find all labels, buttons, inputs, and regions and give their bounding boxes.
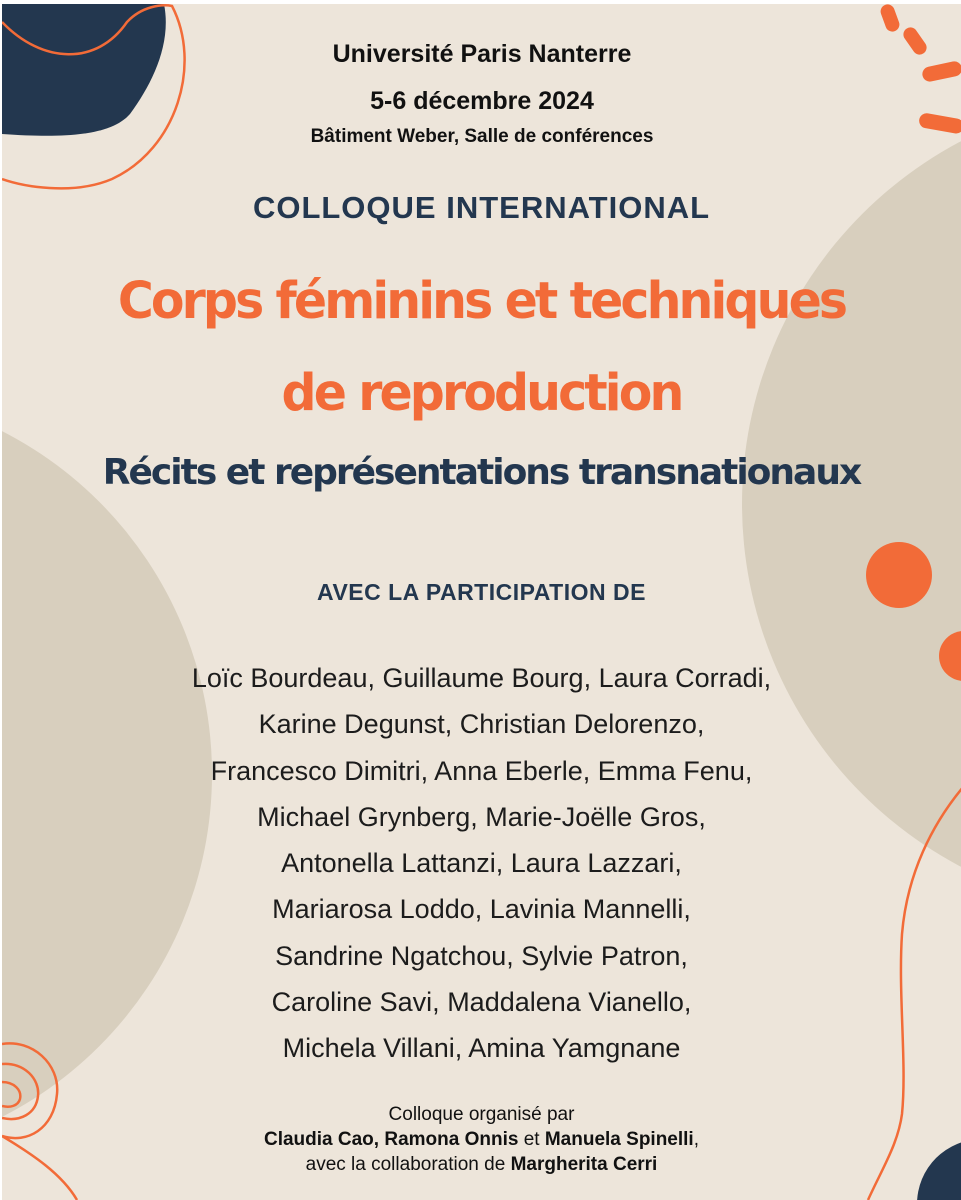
event-subtitle: Récits et représentations transnationaux bbox=[102, 452, 861, 493]
organizers-block bbox=[2, 1102, 961, 1177]
organizer-name: Ramona Onnis bbox=[384, 1129, 519, 1150]
organizers-intro: Colloque organisé par bbox=[388, 1104, 575, 1125]
participants-line: Michael Grynberg, Marie-Joëlle Gros, bbox=[257, 801, 706, 832]
participants-line: Michela Villani, Amina Yamgnane bbox=[282, 1033, 681, 1064]
event-dates: 5-6 décembre 2024 bbox=[370, 87, 594, 115]
participants-line: Mariarosa Loddo, Lavinia Mannelli, bbox=[272, 894, 691, 925]
participants-line: Karine Degunst, Christian Delorenzo, bbox=[258, 709, 705, 740]
participants-line: Antonella Lattanzi, Laura Lazzari, bbox=[281, 848, 682, 879]
participants-line: Caroline Savi, Maddalena Vianello, bbox=[271, 987, 692, 1018]
event-title-line-2: de reproduction bbox=[281, 364, 682, 423]
participants-line: Sandrine Ngatchou, Sylvie Patron, bbox=[275, 940, 688, 971]
participants-line: Loïc Bourdeau, Guillaume Bourg, Laura Corradi, bbox=[191, 663, 772, 693]
organizer-separator: et bbox=[518, 1129, 545, 1150]
organizer-name: Manuela Spinelli bbox=[544, 1129, 694, 1150]
orange-sun-rays bbox=[879, 4, 961, 135]
organizer-separator: , bbox=[373, 1129, 385, 1150]
event-kicker: COLLOQUE INTERNATIONAL bbox=[252, 190, 711, 225]
participants-list bbox=[2, 655, 961, 1072]
collaborator-name: Margherita Cerri bbox=[510, 1154, 658, 1175]
organizer-name: Claudia Cao bbox=[263, 1129, 374, 1150]
participants-line: Francesco Dimitri, Anna Eberle, Emma Fenu, bbox=[210, 755, 753, 786]
navy-blob-top-left bbox=[2, 4, 166, 136]
event-room: Bâtiment Weber, Salle de conférences bbox=[310, 126, 654, 147]
collaboration-prefix: avec la collaboration de bbox=[305, 1154, 511, 1175]
university-name: Université Paris Nanterre bbox=[332, 40, 632, 68]
event-title-line-1: Corps féminins et techniques bbox=[117, 272, 846, 331]
organizers-collaboration bbox=[2, 1152, 961, 1177]
poster bbox=[2, 4, 961, 1200]
organizer-separator: , bbox=[693, 1129, 699, 1150]
participants-heading: AVEC LA PARTICIPATION DE bbox=[317, 579, 646, 605]
organizers-names bbox=[2, 1127, 961, 1152]
